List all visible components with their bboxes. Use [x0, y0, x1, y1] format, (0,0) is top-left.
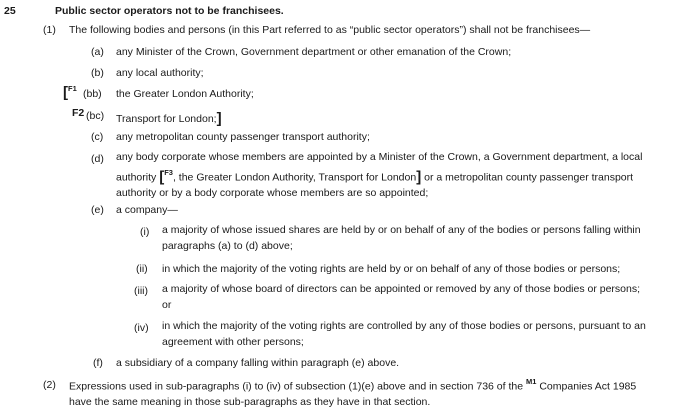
- subsection-1-text: The following bodies and persons (in this Part referred to as “public sector operators”) shall not be franchisees—: [69, 24, 591, 36]
- item-e-number: (e): [91, 204, 104, 216]
- annotation-f3-link[interactable]: F3: [164, 167, 173, 177]
- subitem-iv-line-1: in which the majority of the voting rights are controlled by any of those bodies or persons, pursuant to an: [162, 320, 646, 332]
- item-c-number: (c): [91, 131, 104, 143]
- item-d-line-2-end: or a metropolitan county passenger transport: [421, 171, 634, 183]
- item-d-amended-text: , the Greater London Authority, Transport for London: [172, 171, 417, 183]
- subsection-2-line-2: have the same meaning in those sub-paragraphs as they have in that section.: [69, 396, 431, 408]
- item-d-text: [116, 150, 666, 201]
- subitem-ii-number: (ii): [136, 263, 148, 275]
- amendment-close-bracket: ]: [216, 110, 222, 127]
- subitem-iv-text: [162, 319, 646, 350]
- item-d-line-2: [116, 166, 666, 186]
- item-bb-marker: [63, 84, 77, 101]
- subitem-iii-line-2: or: [162, 298, 172, 311]
- subitem-iii-line-1: a majority of whose board of directors can be appointed or removed by any of those bodies or persons;: [162, 283, 641, 295]
- subsection-2-number: (2): [43, 379, 56, 391]
- annotation-f2-link[interactable]: F2: [72, 107, 85, 119]
- item-f-text: a subsidiary of a company falling within paragraph (e) above.: [116, 357, 400, 369]
- subitem-i-number: (i): [140, 226, 150, 238]
- item-b-number: (b): [91, 67, 104, 79]
- section-number: 25: [4, 5, 16, 17]
- item-bc-text-wrap: [116, 110, 222, 127]
- item-bc-number: (bc): [86, 110, 105, 122]
- subsection-1-number: (1): [43, 24, 56, 36]
- subitem-iv-number: (iv): [134, 322, 149, 334]
- annotation-m1-link[interactable]: M1: [526, 377, 537, 386]
- subitem-iii-text: [162, 282, 640, 313]
- item-c-text: any metropolitan county passenger transport authority;: [116, 131, 370, 143]
- item-d-line-1: any body corporate whose members are appointed by a Minister of the Crown, a Government department, a local: [116, 151, 643, 163]
- item-bc-text: Transport for London;: [116, 113, 217, 125]
- item-a-text: any Minister of the Crown, Government department or other emanation of the Crown;: [116, 46, 512, 58]
- subsection-2-line-1-start: Expressions used in sub-paragraphs (i) to (iv) of subsection (1)(e) above and in section 736 of the: [69, 380, 524, 393]
- subitem-iv-line-2: agreement with other persons;: [162, 335, 304, 348]
- subitem-ii-text: in which the majority of the voting rights are held by or on behalf of any of those bodies or persons;: [162, 263, 621, 275]
- subsection-2-line-1: [69, 375, 636, 395]
- item-d-line-3: authority or by a body corporate whose members are so appointed;: [116, 186, 429, 199]
- item-bb-number: (bb): [83, 88, 102, 100]
- item-e-text: a company—: [116, 204, 178, 216]
- item-d-number: (d): [91, 153, 104, 165]
- subsection-2-text: [69, 375, 636, 411]
- amendment-close-bracket: ]: [416, 168, 422, 185]
- subitem-i-line-1: a majority of whose issued shares are held by or on behalf of any of the bodies or persons falling within: [162, 224, 641, 236]
- subitem-i-text: [162, 223, 641, 254]
- item-b-text: any local authority;: [116, 67, 204, 79]
- item-d-line-2-start: authority: [116, 171, 157, 183]
- subsection-2-line-1-end: Companies Act 1985: [539, 380, 637, 393]
- subitem-i-line-2: paragraphs (a) to (d) above;: [162, 239, 293, 252]
- section-title: Public sector operators not to be franchisees.: [55, 5, 284, 17]
- subitem-iii-number: (iii): [134, 285, 148, 297]
- annotation-f1-link[interactable]: F1: [68, 83, 77, 93]
- item-bb-text: the Greater London Authority;: [116, 88, 254, 100]
- amendment-open-bracket: [: [159, 168, 165, 185]
- item-a-number: (a): [91, 46, 104, 58]
- item-f-number: (f): [93, 357, 103, 369]
- amendment-open-bracket: [: [63, 84, 68, 101]
